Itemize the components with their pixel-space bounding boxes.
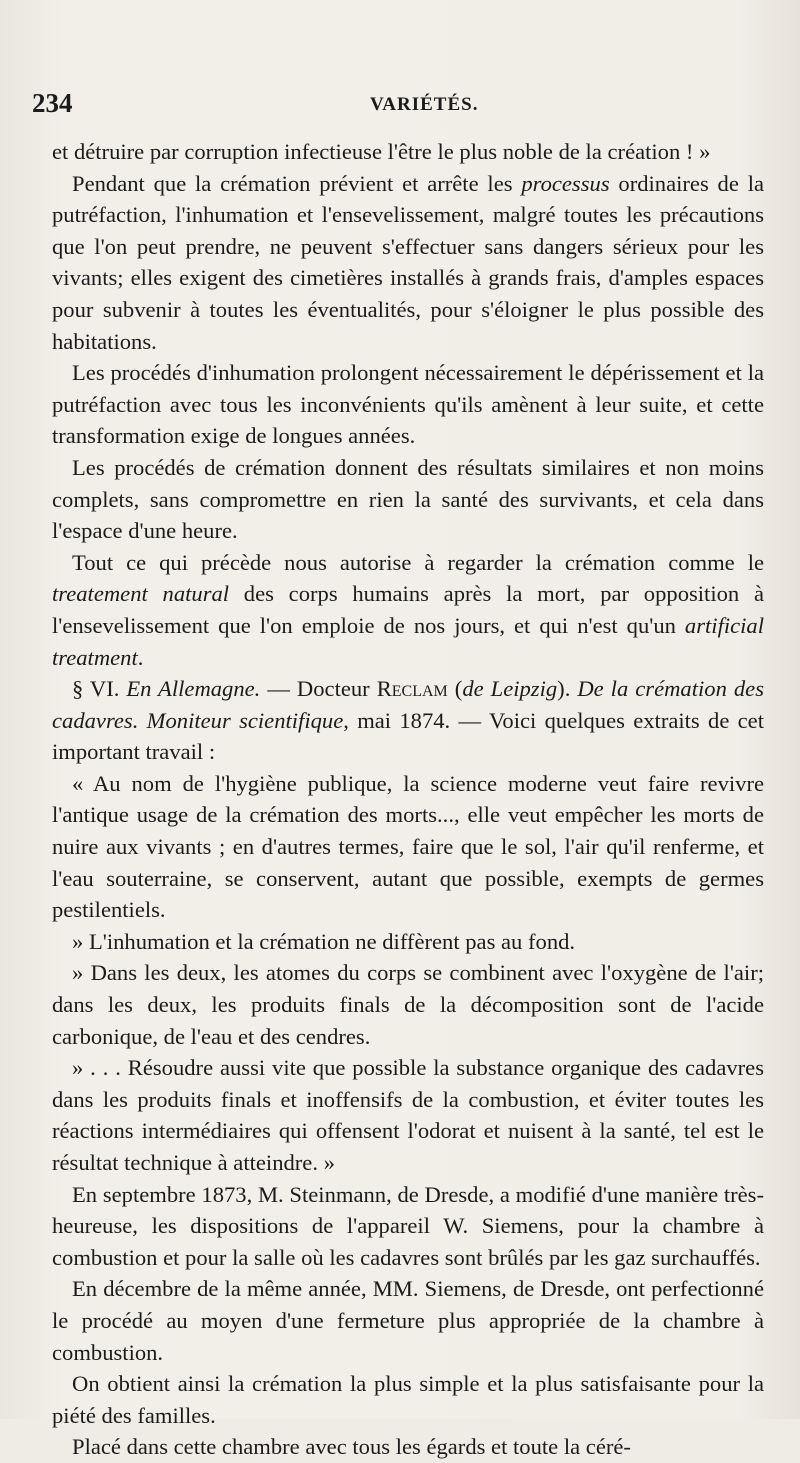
running-title: VARIÉTÉS. — [370, 94, 479, 115]
italic-term: processus — [521, 170, 610, 196]
text-span: ). — [557, 676, 578, 702]
paragraph-3: Les procédés d'inhumation prolongent nécessairement le dépérissement et la putréfaction avec tous les inconvénients qu'ils amènent à leur suite, et cette transformation exige de longues années. — [52, 360, 764, 449]
section-marker: § VI. — [72, 676, 127, 702]
paragraph-7-quote: « Au nom de l'hygiène publique, la science moderne veut faire revivre l'antique usage de la crémation des morts..., elle veut empêcher les morts de nuire aux vivants ; en d'autres termes, faire que le sol, l'air qu'il renferme, et l'eau souterraine, se conservent, autant que possible, exempts de germes pestilentiels. — [52, 770, 764, 923]
paragraph-2 — [52, 168, 764, 358]
section-title: En Allemagne. — [126, 676, 261, 702]
italic-term: treatement natural — [52, 581, 230, 607]
text-span: . — [137, 644, 144, 670]
page-number: 234 — [32, 88, 73, 118]
paragraph-11: En septembre 1873, M. Steinmann, de Dresde, a modifié d'une manière très-heureuse, les dispositions de l'appareil W. Siemens, pour la chambre à combustion et pour la salle où les cadavres sont brûlés par les gaz surchauffés. — [52, 1181, 764, 1270]
paragraph-12: En décembre de la même année, MM. Siemens, de Dresde, ont perfectionné le procédé au moyen d'une fermeture plus appropriée de la chambre à combustion. — [52, 1276, 764, 1365]
paragraph-10-quote: » . . . Résoudre aussi vite que possible la substance organique des cadavres dans les produits finals et inoffensifs de la combustion, et éviter toutes les réactions intermédiaires qui offensent l'odorat et nuisent à la santé, tel est le résultat technique à atteindre. » — [52, 1055, 764, 1175]
paragraph-8-quote: » L'inhumation et la crémation ne diffèrent pas au fond. — [72, 928, 576, 954]
body-text — [52, 136, 764, 1463]
text-span: Tout ce qui précède nous autorise à regarder la crémation comme le — [72, 549, 764, 575]
paragraph-1: et détruire par corruption infectieuse l'être le plus noble de la création ! » — [52, 139, 711, 164]
source-title: De la crémation des cadavres. Moniteur scientifique — [52, 676, 764, 733]
page-header — [32, 88, 760, 124]
author-name: Reclam — [376, 676, 448, 702]
paragraph-13: On obtient ainsi la crémation la plus simple et la plus satisfaisante pour la piété des familles. — [52, 1371, 764, 1428]
paragraph-4: Les procédés de crémation donnent des résultats similaires et non moins complets, sans compromettre en rien la santé des survivants, et cela dans l'espace d'une heure. — [52, 454, 764, 544]
paragraph-9-quote: » Dans les deux, les atomes du corps se combinent avec l'oxygène de l'air; dans les deux, les produits finals de la décomposition sont de l'acide carbonique, de l'eau et des cendres. — [52, 960, 764, 1049]
paragraph-14: Placé dans cette chambre avec tous les égards et toute la céré- — [72, 1434, 631, 1460]
text-span: des corps humains après la mort, par opposition à l'ensevelissement que l'on emploie de nos jours, et qui n'est qu'un — [52, 581, 764, 638]
text-span: — Docteur — [260, 676, 377, 702]
text-span: , mai 1874. — Voici quelques extraits de cet important travail : — [52, 707, 764, 765]
author-city: de Leipzig — [462, 676, 558, 702]
text-span: ordinaires de la putréfaction, l'inhumation et l'ensevelissement, malgré toutes les précautions que l'on peut prendre, ne peuvent s'effectuer sans dangers sérieux pour les vivants; elles exigent des cimetières installés à grands frais, d'amples espaces pour subvenir à toutes les éventualités, pour s'éloigner le plus possible des habitations. — [52, 170, 764, 354]
paragraph-6-section — [52, 673, 764, 768]
text-span: ( — [447, 676, 463, 702]
paragraph-5 — [52, 547, 764, 673]
italic-term: artificial treatment — [52, 612, 764, 670]
text-span: Pendant que la crémation prévient et arrête les — [72, 170, 522, 196]
